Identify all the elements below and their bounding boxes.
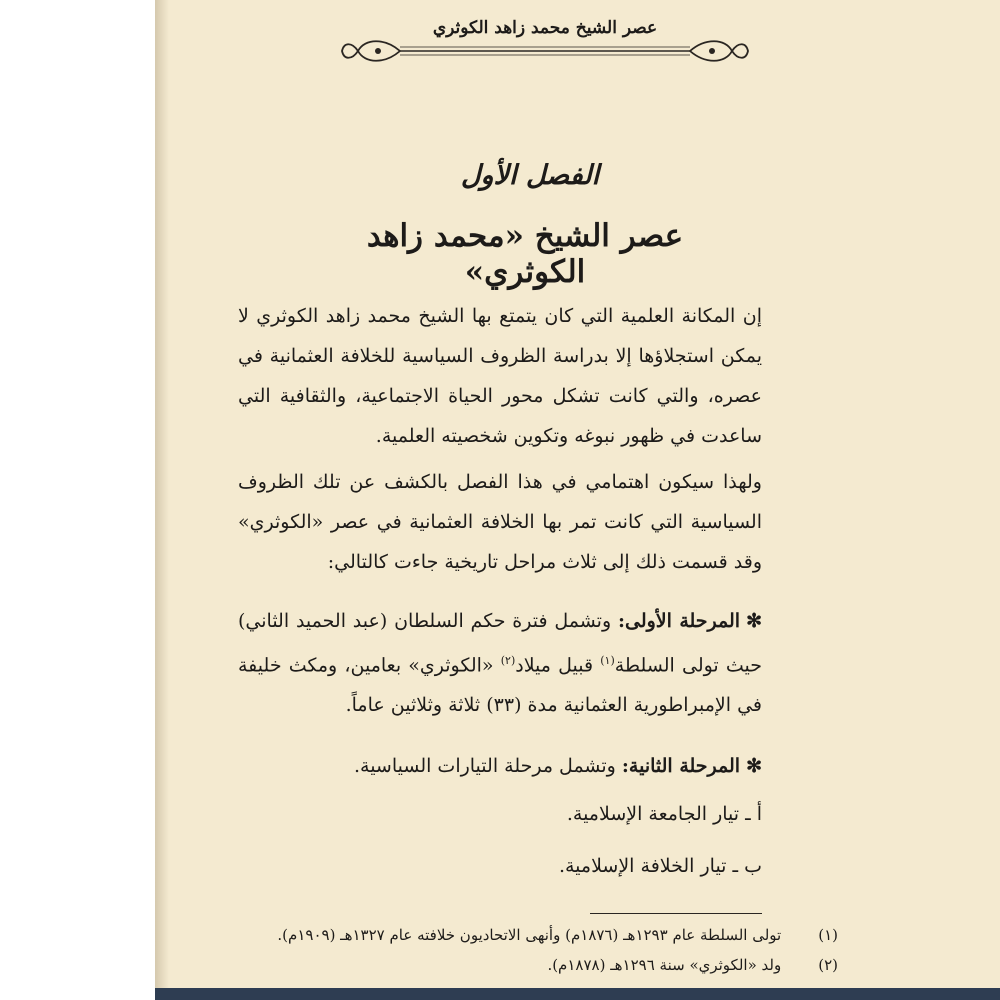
paragraph-1: إن المكانة العلمية التي كان يتمتع بها الشيخ محمد زاهد الكوثري لا يمكن استجلاؤها إلا بدراسة الظروف السياسية للخلافة العثمانية في عصره، والتي كانت تشكل محور الحياة الاجتماعية، والثقافية التي ساعدت في ظهور نبوغه وتكوين شخصيته العلمية. (238, 305, 762, 447)
stage-2-paragraph (238, 746, 762, 786)
list-item-a: أ ـ تيار الجامعة الإسلامية. (566, 803, 762, 825)
footnote-text: تولى السلطة عام ١٢٩٣هـ (١٨٧٦م) وأنهى الاتحاديون خلافته عام ١٣٢٧هـ (١٩٠٩م). (277, 926, 782, 944)
footnote-number: (٢) (818, 956, 838, 974)
running-title: عصر الشيخ محمد زاهد الكوثري (432, 18, 658, 38)
stage-1-text-c: «الكوثري» بعامين، ومكث خليفة في الإمبراطورية العثمانية مدة (٣٣) ثلاثة وثلاثين عاماً. (238, 654, 762, 717)
chapter-label: الفصل الأول (460, 160, 600, 191)
stage-1-text-a: وتشمل فترة حكم السلطان (عبد الحميد الثاني) حيث تولى السلطة (238, 610, 763, 677)
footnote-divider (590, 913, 762, 914)
page-bottom-edge (155, 988, 1000, 1000)
list-item-b: ب ـ تيار الخلافة الإسلامية. (558, 855, 762, 877)
footnote-number: (١) (818, 926, 838, 944)
footnote-text: ولد «الكوثري» سنة ١٢٩٦هـ (١٨٧٨م). (547, 956, 782, 974)
stage-1-label: المرحلة الأولى: (617, 610, 741, 632)
stage-1-paragraph (238, 601, 762, 725)
ornamental-divider-icon (340, 36, 750, 66)
footnote-ref-2: (٢) (500, 654, 516, 667)
footnote-2 (238, 956, 838, 974)
footnote-1 (238, 926, 838, 944)
page-shadow (155, 0, 169, 988)
chapter-title: عصر الشيخ «محمد زاهد الكوثري» (366, 218, 684, 290)
stage-2-label: المرحلة الثانية: (621, 755, 741, 777)
stage-2-text: وتشمل مرحلة التيارات السياسية. (353, 755, 616, 777)
asterisk-icon: ✻ (746, 610, 762, 632)
stage-1-text-b: قبيل ميلاد (515, 654, 594, 677)
asterisk-icon: ✻ (746, 755, 762, 777)
paragraph-2: ولهذا سيكون اهتمامي في هذا الفصل بالكشف عن تلك الظروف السياسية التي كانت تمر بها الخلافة العثمانية في عصر «الكوثري» وقد قسمت ذلك إلى ثلاث مراحل تاريخية جاءت كالتالي: (238, 471, 762, 573)
footnote-ref-1: (١) (600, 654, 615, 667)
